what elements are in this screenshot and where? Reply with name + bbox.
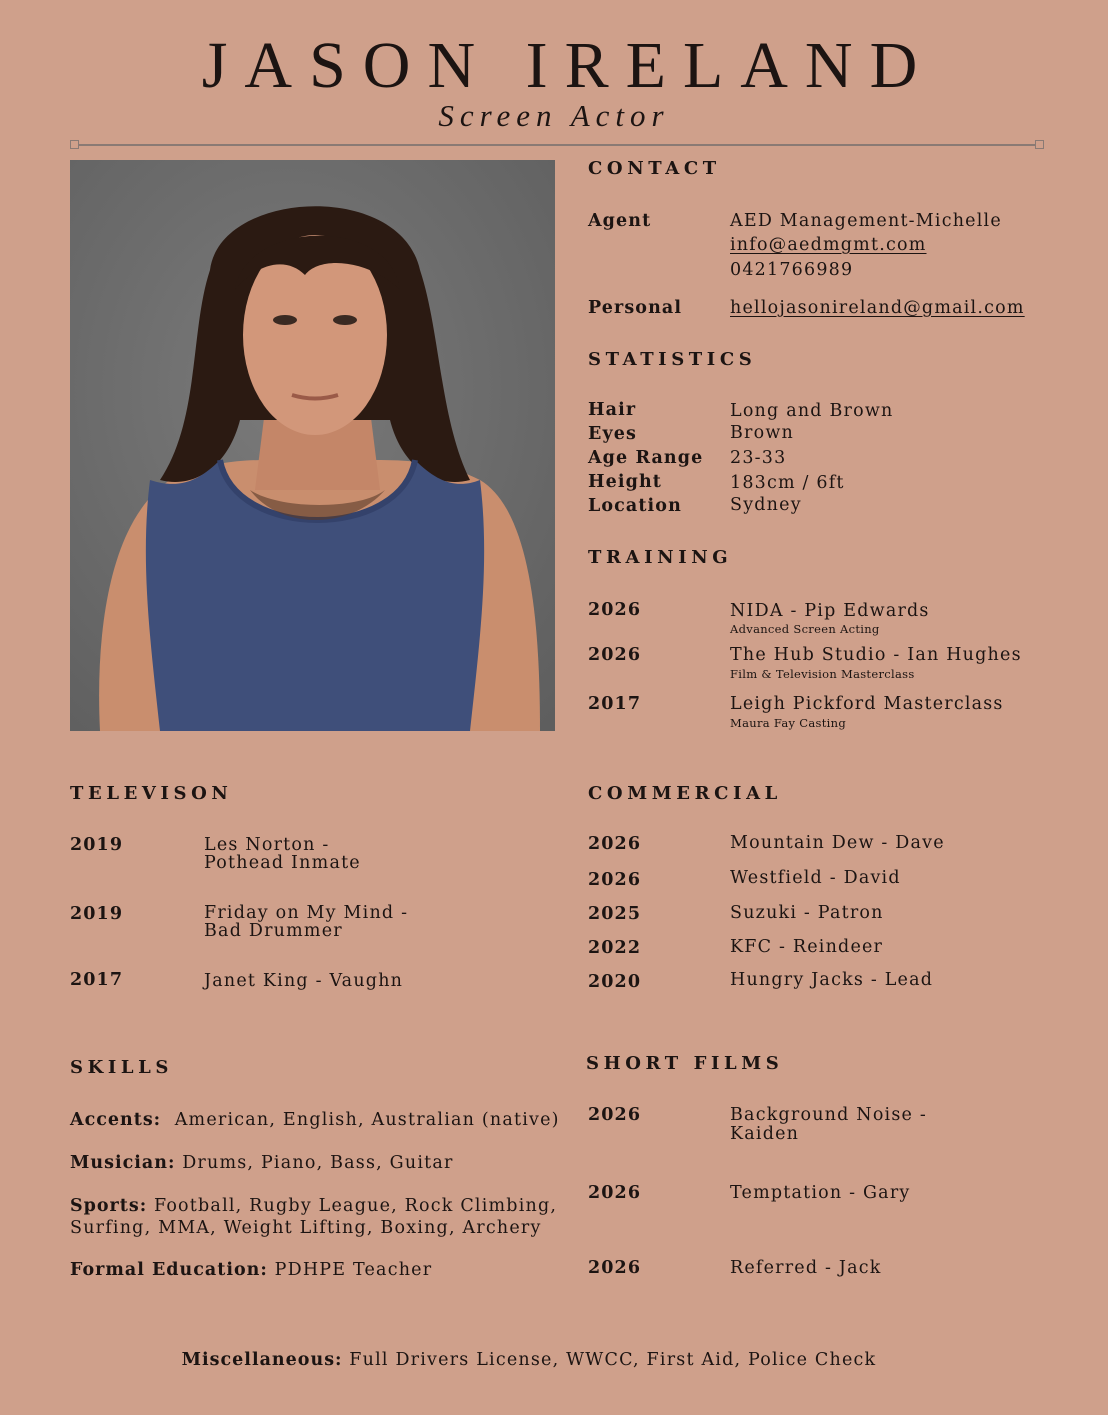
training-year: 2017 — [588, 694, 642, 714]
tv-show-line1: Friday on My Mind - — [204, 903, 409, 923]
statistics-heading: STATISTICS — [588, 349, 757, 370]
training-title: NIDA - Pip Edwards — [730, 601, 930, 621]
commercial-role: Suzuki - Patron — [730, 903, 884, 923]
training-year: 2026 — [588, 600, 642, 620]
training-heading: TRAINING — [588, 547, 733, 568]
short-film-year: 2026 — [588, 1183, 642, 1203]
tv-show-line2: Pothead Inmate — [204, 853, 361, 873]
skill-label: Formal Education: — [70, 1260, 268, 1280]
commercial-heading: COMMERCIAL — [588, 783, 782, 804]
tv-year: 2017 — [70, 970, 124, 990]
divider-right-handle — [1035, 140, 1044, 149]
stat-value: 23-33 — [730, 448, 787, 468]
agent-name: AED Management-Michelle — [730, 211, 1002, 231]
commercial-year: 2026 — [588, 870, 642, 890]
commercial-year: 2026 — [588, 834, 642, 854]
stat-label: Eyes — [588, 424, 637, 444]
skill-education — [70, 1259, 432, 1281]
divider-left-handle — [70, 140, 79, 149]
television-heading: TELEVISON — [70, 783, 233, 804]
commercial-role: Hungry Jacks - Lead — [730, 970, 934, 990]
skill-value: Drums, Piano, Bass, Guitar — [182, 1153, 454, 1173]
training-title: Leigh Pickford Masterclass — [730, 694, 1004, 714]
short-film-line1: Referred - Jack — [730, 1258, 882, 1278]
skill-musician — [70, 1152, 454, 1174]
skill-sports — [70, 1195, 557, 1217]
short-film-line2: Kaiden — [730, 1124, 800, 1144]
skill-accents — [70, 1109, 560, 1131]
stat-value: 183cm / 6ft — [730, 473, 845, 493]
short-film-line1: Temptation - Gary — [730, 1183, 911, 1203]
miscellaneous — [0, 1349, 1058, 1371]
headshot-photo — [70, 160, 555, 731]
misc-value: Full Drivers License, WWCC, First Aid, Police Check — [349, 1350, 877, 1370]
actor-name: JASON IRELAND — [201, 29, 935, 102]
tv-year: 2019 — [70, 835, 124, 855]
skill-value: Football, Rugby League, Rock Climbing, — [153, 1196, 558, 1216]
short-film-year: 2026 — [588, 1105, 642, 1125]
stat-label: Age Range — [588, 448, 704, 468]
tv-year: 2019 — [70, 904, 124, 924]
skill-value: PDHPE Teacher — [274, 1260, 433, 1280]
personal-label: Personal — [588, 298, 683, 318]
stat-value: Brown — [730, 423, 795, 443]
skill-label: Sports: — [70, 1196, 148, 1216]
commercial-year: 2022 — [588, 938, 642, 958]
training-detail: Maura Fay Casting — [730, 716, 846, 730]
short-film-year: 2026 — [588, 1258, 642, 1278]
commercial-role: Mountain Dew - Dave — [730, 833, 945, 853]
skill-sports-continued: Surfing, MMA, Weight Lifting, Boxing, Archery — [70, 1218, 542, 1238]
tv-show-line1: Les Norton - — [204, 835, 330, 855]
header-divider — [74, 144, 1040, 146]
contact-heading: CONTACT — [588, 158, 721, 179]
agent-phone: 0421766989 — [730, 260, 854, 280]
agent-email-link[interactable]: info@aedmgmt.com — [730, 235, 927, 255]
training-year: 2026 — [588, 645, 642, 665]
tv-show-line2: Bad Drummer — [204, 921, 343, 941]
skills-heading: SKILLS — [70, 1057, 173, 1078]
skill-label: Accents: — [70, 1110, 162, 1130]
training-detail: Advanced Screen Acting — [730, 622, 880, 636]
stat-value: Long and Brown — [730, 401, 894, 421]
short-film-line1: Background Noise - — [730, 1105, 927, 1125]
skill-label: Musician: — [70, 1153, 176, 1173]
tv-show-line1: Janet King - Vaughn — [204, 971, 404, 991]
commercial-year: 2025 — [588, 904, 642, 924]
stat-label: Height — [588, 472, 662, 492]
commercial-year: 2020 — [588, 972, 642, 992]
stat-label: Location — [588, 496, 682, 516]
training-title: The Hub Studio - Ian Hughes — [730, 645, 1022, 665]
stat-label: Hair — [588, 400, 637, 420]
skill-value: American, English, Australian (native) — [174, 1110, 560, 1130]
personal-email-link[interactable]: hellojasonireland@gmail.com — [730, 298, 1025, 318]
commercial-role: Westfield - David — [730, 868, 901, 888]
agent-label: Agent — [588, 211, 652, 231]
actor-title: Screen Actor — [438, 98, 670, 133]
misc-label: Miscellaneous: — [181, 1350, 343, 1370]
short-films-heading: SHORT FILMS — [586, 1053, 784, 1074]
stat-value: Sydney — [730, 495, 802, 515]
training-detail: Film & Television Masterclass — [730, 667, 915, 681]
commercial-role: KFC - Reindeer — [730, 937, 884, 957]
